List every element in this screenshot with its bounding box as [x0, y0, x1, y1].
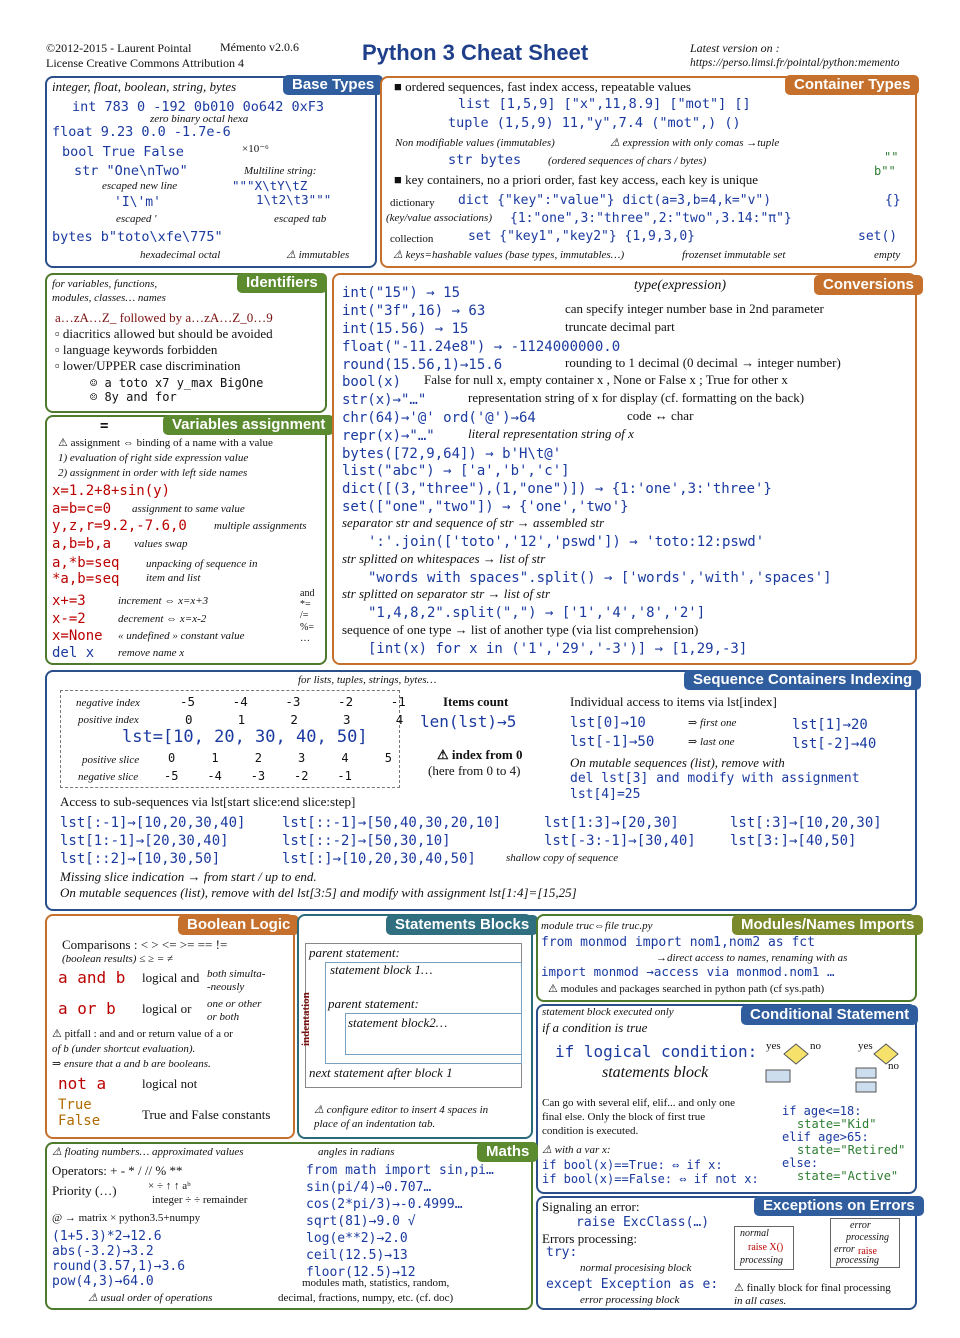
- slice-1: lst[:-1]→[10,20,30,40]: [60, 815, 246, 831]
- base-types-intro: integer, float, boolean, string, bytes: [52, 79, 237, 94]
- module-line-5: ⚠ modules and packages searched in python path (cf sys.path): [548, 983, 825, 995]
- var-code-10: del x: [52, 645, 95, 661]
- or-note-1: one or other: [207, 998, 262, 1010]
- constants-label: True and False constants: [142, 1107, 271, 1122]
- comparison-results: (boolean results) ≤ ≥ = ≠: [62, 953, 173, 965]
- usual-order-note: ⚠ usual order of operations: [88, 1292, 213, 1304]
- several-note-2: final else. Only the block of first true: [542, 1111, 706, 1123]
- identifier-rule-1: a…zA…Z_ followed by a…zA…Z_0…9: [55, 310, 273, 325]
- cond-code-4: state="Retired": [797, 1143, 906, 1157]
- var-line-2: 1) evaluation of right side expression value: [58, 452, 249, 464]
- slice-7: lst[-3:-1]→[30,40]: [544, 833, 696, 849]
- func-2: sin(pi/4)→0.707…: [306, 1180, 432, 1195]
- conv-13: set(["one","two"]) → {'one','two'}: [342, 499, 629, 515]
- items-count-label: Items count: [443, 694, 509, 709]
- triple-quote-2: 1\t2\t3""": [256, 192, 332, 207]
- and-note-2: -neously: [207, 981, 245, 993]
- good-identifiers: ☺ a toto x7 y_max BigOne: [90, 376, 264, 390]
- var-line-1: ⚠ assignment ⇔ binding of a name with a value: [58, 437, 273, 449]
- memento-version: Mémento v2.0.6: [220, 40, 299, 54]
- list-line: list [1,5,9] ["x",11,8.9] ["mot"] []: [458, 96, 751, 112]
- cond-code-3: elif age>65:: [782, 1130, 869, 1144]
- priority-symbols: × ÷ ↑ ↑ aᵇ: [148, 1180, 191, 1192]
- conv-5-note: rounding to 1 decimal (0 decimal → integer number): [565, 355, 841, 370]
- integer-division: integer ÷ ÷ remainder: [152, 1194, 248, 1206]
- conv-15: ':'.join(['toto','12','pswd']) → 'toto:12:pswd': [368, 534, 765, 550]
- conv-8-note: code ↔ char: [627, 408, 694, 423]
- negative-index-label: negative index: [76, 697, 140, 709]
- mutable-note: On mutable sequences (list), remove with: [570, 755, 785, 770]
- yes-label-2: yes: [858, 1040, 873, 1052]
- frozenset-note: frozenset immutable set: [682, 249, 786, 261]
- conv-8: chr(64)→'@' ord('@')→64: [342, 410, 536, 426]
- identifiers-intro-2: modules, classes… names: [52, 292, 166, 304]
- error-block: error processing block: [580, 1294, 680, 1306]
- false-constant: False: [58, 1113, 101, 1129]
- cond-if-note: if a condition is true: [542, 1020, 648, 1035]
- non-modifiable-note: Non modifiable values (immutables): [395, 137, 555, 149]
- var-note-10: remove name x: [118, 647, 185, 659]
- assign-example: lst[4]=25: [570, 787, 641, 802]
- slice-5: lst[1:-1]→[20,30,40]: [60, 833, 229, 849]
- access-4: lst[-2]→40: [792, 736, 877, 752]
- equals-symbol: =: [100, 418, 109, 434]
- not-expr: not a: [58, 1074, 107, 1093]
- latest-url[interactable]: https://perso.limsi.fr/pointal/python:memento: [690, 57, 900, 69]
- flow-block-1: [766, 1070, 790, 1082]
- config-note-1: ⚠ configure editor to insert 4 spaces in: [314, 1104, 489, 1116]
- var-note-6: item and list: [146, 572, 201, 584]
- next-statement: next statement after block 1: [309, 1065, 453, 1080]
- identifier-rule-2: ▫ diacritics allowed but should be avoided: [55, 326, 273, 341]
- identifiers-tag: Identifiers: [237, 273, 327, 293]
- comparisons: Comparisons : < > <= >= == !=: [62, 937, 228, 952]
- func-3: cos(2*pi/3)→-0.4999…: [306, 1197, 463, 1212]
- slice-2: lst[::-1]→[50,40,30,20,10]: [282, 815, 502, 831]
- config-note-2: place of an indentation tab.: [314, 1118, 436, 1130]
- module-line-4: import monmod →access via monmod.nom1 …: [541, 964, 835, 979]
- operators: Operators: + - * / // % **: [52, 1163, 183, 1178]
- slice-6: lst[::-2]→[50,30,10]: [282, 833, 451, 849]
- bytes-notes: hexadecimal octal: [140, 249, 221, 261]
- access-3-note: ⇒ last one: [688, 736, 735, 748]
- diagram-raise-2: raise: [858, 1246, 877, 1257]
- diagram-normal: normal: [740, 1228, 769, 1239]
- cond-block: statements block: [602, 1064, 709, 1081]
- conv-20: sequence of one type → list of another type (via list comprehension): [342, 622, 699, 637]
- multiline-label: Multiline string:: [244, 165, 317, 177]
- var-code-8: x-=2: [52, 611, 86, 627]
- math-1: (1+5.3)*2→12.6: [52, 1229, 162, 1244]
- bool-line: bool True False: [62, 144, 184, 160]
- negative-index-values: -5 -4 -3 -2 -1: [180, 694, 406, 709]
- and-expr: a and b: [58, 968, 126, 987]
- yes-label-1: yes: [766, 1040, 781, 1052]
- module-line-3: →direct access to names, renaming with as: [656, 952, 848, 964]
- lst-definition: lst=[10, 20, 30, 40, 50]: [122, 727, 368, 747]
- slice-3: lst[1:3]→[20,30]: [544, 815, 679, 831]
- priority: Priority (…): [52, 1183, 117, 1198]
- var-bool-true: if bool(x)==True: ⇔ if x:: [542, 1158, 723, 1172]
- conv-18: str splitted on separator str → list of str: [342, 586, 551, 601]
- conv-4: float("-11.24e8") → -1124000000.0: [342, 339, 621, 355]
- escaped-newline: escaped new line: [102, 180, 178, 192]
- modules-list-1: modules math, statistics, random,: [302, 1277, 450, 1289]
- finally-note: ⚠ finally block for final processing: [734, 1282, 891, 1294]
- key-value-note: (key/value associations): [386, 212, 492, 224]
- pitfall-2: of b (under shortcut evaluation).: [52, 1043, 196, 1055]
- several-note-3: condition is executed.: [542, 1125, 639, 1137]
- var-code-9: x=None: [52, 628, 103, 644]
- variables-tag: Variables assignment: [163, 415, 334, 435]
- positive-index-label: positive index: [78, 714, 139, 726]
- cond-exec-note: statement block executed only: [542, 1006, 674, 1018]
- math-4: pow(4,3)→64.0: [52, 1274, 154, 1289]
- several-note-1: Can go with several elif, elif... and only one: [542, 1097, 736, 1109]
- cond-if: if logical condition:: [555, 1042, 758, 1061]
- container-types-tag: Container Types: [785, 75, 919, 95]
- var-note-3: multiple assignments: [214, 520, 307, 532]
- conv-3: int(15.56) → 15: [342, 321, 469, 337]
- identifier-rule-3: ▫ language keywords forbidden: [55, 342, 218, 357]
- dict-line: dict {"key":"value"} dict(a=3,b=4,k="v"): [458, 193, 772, 208]
- individual-access: Individual access to items via lst[index]: [570, 694, 777, 709]
- identifiers-intro-1: for variables, functions,: [52, 278, 158, 290]
- diagram-error: error: [850, 1220, 871, 1231]
- set-line: set {"key1","key2"} {1,9,3,0}: [468, 229, 695, 244]
- var-code-4: a,b=b,a: [52, 536, 112, 552]
- diagram-raise: raise X(): [748, 1242, 784, 1253]
- var-note-5: unpacking of sequence in: [146, 558, 258, 570]
- conv-17: "words with spaces".split() → ['words','with','spaces']: [368, 570, 832, 586]
- signaling-label: Signaling an error:: [542, 1199, 640, 1214]
- processing-label: Errors processing:: [542, 1231, 637, 1246]
- modules-tag: Modules/Names Imports: [732, 915, 923, 935]
- conv-3-note: truncate decimal part: [565, 319, 675, 334]
- exceptions-tag: Exceptions on Errors: [754, 1196, 924, 1216]
- var-line-3: 2) assignment in order with left side names: [58, 467, 248, 479]
- empty-set: set(): [858, 229, 898, 244]
- conv-12: dict([(3,"three"),(1,"one")]) → {1:'one',3:'three'}: [342, 481, 772, 497]
- subsequence-label: Access to sub-sequences via lst[start slice:end slice:step]: [60, 794, 356, 809]
- statement-block-1: statement block 1…: [330, 962, 433, 977]
- expression-comas-note: ⚠ expression with only comas →tuple: [610, 137, 780, 149]
- math-2: abs(-3.2)→3.2: [52, 1244, 154, 1259]
- int-line: int 783 0 -192 0b010 0o642 0xF3: [72, 99, 324, 115]
- collection-label: collection: [390, 233, 434, 245]
- pitfall-3: ⇒ ensure that a and b are booleans.: [52, 1058, 211, 1070]
- conv-6: bool(x): [342, 374, 402, 390]
- pitfall-1: ⚠ pitfall : and and or return value of a or: [52, 1028, 233, 1040]
- escaped-tab-note: escaped tab: [274, 213, 327, 225]
- parent-statement-2: parent statement:: [328, 996, 419, 1011]
- dict-line-2: {1:"one",3:"three",2:"two",3.14:"π"}: [510, 211, 792, 226]
- access-1-note: ⇒ first one: [688, 717, 737, 729]
- mutable-slice-note: On mutable sequences (list), remove with del lst[3:5] and modify with assignment lst[1:4]=[15,25]: [60, 885, 577, 900]
- cond-code-1: if age<=18:: [782, 1104, 862, 1118]
- conv-6-note: False for null x, empty container x , None or False x ; True for other x: [424, 372, 788, 387]
- indexing-intro: for lists, tuples, strings, bytes…: [298, 674, 437, 686]
- var-code-6: *a,b=seq: [52, 571, 120, 587]
- conv-9-note: literal representation string of x: [468, 426, 634, 441]
- var-note-8: decrement ⇔ x=x-2: [118, 613, 207, 625]
- func-7: floor(12.5)→12: [306, 1265, 416, 1280]
- conv-16: str splitted on whitespaces → list of str: [342, 551, 546, 566]
- conv-10: bytes([72,9,64]) → b'H\t@': [342, 446, 562, 462]
- str-bytes-line: str bytes: [448, 152, 522, 168]
- type-expression: type(expression): [634, 278, 726, 293]
- diagram-processing: processing: [740, 1255, 783, 1266]
- ordered-sequences: ■ ordered sequences, fast index access, repeatable values: [394, 79, 691, 94]
- var-bool-false: if bool(x)==False: ⇔ if not x:: [542, 1172, 759, 1186]
- or-label: logical or: [142, 1001, 192, 1016]
- immutables-note: ⚠ immutables: [286, 249, 350, 261]
- conv-5: round(15.56,1)→15.6: [342, 357, 503, 373]
- parent-statement-1: parent statement:: [309, 945, 400, 960]
- cond-code-6: state="Active": [797, 1169, 899, 1183]
- var-code-7: x+=3: [52, 593, 86, 609]
- latest-label: Latest version on :: [690, 41, 780, 55]
- bad-identifiers: ☹ 8y and for: [90, 390, 177, 404]
- license: License Creative Commons Attribution 4: [46, 56, 244, 70]
- matrix-note: @ → matrix × python3.5+numpy: [52, 1212, 201, 1224]
- conv-7: str(x)→"…": [342, 392, 427, 408]
- var-code-1: x=1.2+8+sin(y): [52, 483, 171, 499]
- and-note-1: both simulta-: [207, 968, 266, 980]
- cond-code-2: state="Kid": [797, 1117, 877, 1131]
- index-range-note: (here from 0 to 4): [428, 763, 521, 778]
- copyright: ©2012-2015 - Laurent Pointal: [46, 41, 192, 55]
- diagram-error-2: error: [834, 1244, 855, 1255]
- empty-str: "": [884, 150, 899, 164]
- key-containers-text: key containers, no a priori order, fast key access, each key is unique: [405, 172, 758, 187]
- func-4: sqrt(81)→9.0 √: [306, 1214, 416, 1229]
- conv-21: [int(x) for x in ('1','29','-3')] → [1,29,-3]: [368, 641, 748, 657]
- access-2: lst[1]→20: [792, 717, 868, 733]
- conv-2-note: can specify integer number base in 2nd parameter: [565, 301, 824, 316]
- missing-slice-note: Missing slice indication → from start / up to end.: [60, 869, 317, 884]
- all-cases-note: in all cases.: [734, 1295, 787, 1307]
- with-var-note: ⚠ with a var x:: [542, 1144, 611, 1156]
- slice-8: lst[3:]→[40,50]: [730, 833, 857, 849]
- conv-2: int("3f",16) → 63: [342, 303, 486, 319]
- access-1: lst[0]→10: [570, 715, 646, 731]
- var-note-9: « undefined » constant value: [118, 630, 245, 642]
- slice-10: lst[:]→[10,20,30,40,50]: [282, 851, 476, 867]
- index-from-zero: ⚠ index from 0: [437, 747, 523, 762]
- int-notes: zero binary octal hexa: [150, 113, 249, 125]
- escaped-quote-note: escaped ': [116, 213, 157, 225]
- flow-block-3: [856, 1082, 876, 1092]
- var-note-2: assignment to same value: [132, 503, 245, 515]
- del-example: del lst[3] and modify with assignment: [570, 771, 860, 786]
- conv-9: repr(x)→"…": [342, 428, 435, 444]
- page-title: Python 3 Cheat Sheet: [362, 40, 589, 65]
- and-label: logical and: [142, 970, 200, 985]
- access-3: lst[-1]→50: [570, 734, 655, 750]
- conv-11: list("abc") → ['a','b','c']: [342, 463, 570, 479]
- conv-1: int("15") → 15: [342, 285, 461, 301]
- diagram-error-processing: processing: [846, 1232, 889, 1243]
- len-example: len(lst)→5: [420, 712, 517, 731]
- positive-slice-label: positive slice: [82, 754, 140, 766]
- empty-dict: {}: [885, 193, 901, 208]
- indentation-label: indentation: [300, 992, 312, 1046]
- slice-4: lst[:3]→[10,20,30]: [730, 815, 882, 831]
- modules-list-2: decimal, fractions, numpy, etc. (cf. doc): [278, 1292, 454, 1304]
- var-code-2: a=b=c=0: [52, 501, 112, 517]
- true-constant: True: [58, 1097, 92, 1113]
- var-ops: and *= /= %= …: [300, 588, 315, 644]
- or-expr: a or b: [58, 999, 116, 1018]
- maths-tag: Maths: [477, 1142, 538, 1162]
- func-5: log(e**2)→2.0: [306, 1231, 408, 1246]
- key-containers: ■ key containers, no a priori order, fast key access, each key is unique: [394, 172, 758, 187]
- try-keyword: try:: [546, 1245, 578, 1260]
- float-line: float 9.23 0.0 -1.7e-6: [52, 124, 231, 140]
- positive-slice-values: 0 1 2 3 4 5: [168, 751, 392, 765]
- func-1: from math import sin,pi…: [306, 1163, 494, 1178]
- var-code-3: y,z,r=9.2,-7.6,0: [52, 518, 187, 534]
- var-note-4: values swap: [134, 538, 188, 550]
- tuple-line: tuple (1,5,9) 11,"y",7.4 ("mot",) (): [448, 115, 741, 131]
- dictionary-label: dictionary: [390, 197, 435, 209]
- negative-slice-label: negative slice: [78, 771, 139, 783]
- negative-slice-values: -5 -4 -3 -2 -1: [164, 769, 352, 783]
- no-label-1: no: [810, 1040, 821, 1052]
- bytes-line: bytes b"toto\xfe\775": [52, 229, 223, 245]
- ordered-sequences-text: ordered sequences, fast index access, repeatable values: [405, 79, 691, 94]
- flow-decision-1: [784, 1044, 808, 1064]
- positive-index-values: 0 1 2 3 4: [185, 712, 404, 727]
- raise-example: raise ExcClass(…): [576, 1215, 710, 1230]
- slice-10-note: shallow copy of sequence: [506, 852, 619, 864]
- conditional-tag: Conditional Statement: [741, 1005, 918, 1025]
- statement-block-2: statement block2…: [348, 1015, 448, 1030]
- var-note-7: increment ⇔ x=x+3: [118, 595, 209, 607]
- module-line-1: module truc⇔file truc.py: [541, 920, 653, 932]
- str-line: str "One\nTwo": [74, 163, 188, 179]
- float-note: ×10⁻⁶: [242, 143, 269, 155]
- indexing-tag: Sequence Containers Indexing: [684, 670, 921, 690]
- statements-tag: Statements Blocks: [386, 915, 538, 935]
- cond-code-5: else:: [782, 1156, 819, 1170]
- except-line: except Exception as e:: [546, 1277, 719, 1292]
- base-types-tag: Base Types: [283, 75, 383, 95]
- empty-bytes: b"": [874, 164, 896, 178]
- or-note-2: or both: [207, 1011, 240, 1023]
- empty-label: empty: [874, 249, 901, 261]
- no-label-2: no: [888, 1060, 899, 1072]
- conv-7-note: representation string of x for display (cf. formatting on the back): [468, 390, 805, 405]
- normal-block: normal procesising block: [580, 1262, 692, 1274]
- identifier-rule-4: ▫ lower/UPPER case discrimination: [55, 358, 241, 373]
- module-line-2: from monmod import nom1,nom2 as fct: [541, 935, 815, 950]
- angles-note: angles in radians: [318, 1146, 395, 1158]
- flow-block-2: [856, 1068, 876, 1078]
- escaped-quote: 'I\'m': [114, 195, 161, 210]
- keys-hashable-note: ⚠ keys=hashable values (base types, immutables…): [393, 249, 625, 261]
- conv-19: "1,4,8,2".split(",") → ['1','4','8','2']: [368, 605, 706, 621]
- slice-9: lst[::2]→[10,30,50]: [60, 851, 221, 867]
- str-bytes-note: (ordered sequences of chars / bytes): [548, 155, 707, 167]
- floating-note: ⚠ floating numbers… approximated values: [52, 1146, 244, 1158]
- func-6: ceil(12.5)→13: [306, 1248, 408, 1263]
- conv-14: separator str and sequence of str → assembled str: [342, 515, 605, 530]
- var-code-5: a,*b=seq: [52, 555, 120, 571]
- boolean-tag: Boolean Logic: [178, 915, 299, 935]
- conversions-tag: Conversions: [814, 275, 923, 295]
- math-3: round(3.57,1)→3.6: [52, 1259, 186, 1274]
- diagram-processing-2: processing: [836, 1255, 879, 1266]
- triple-quote-1: """X\tY\tZ: [232, 178, 308, 193]
- not-label: logical not: [142, 1076, 198, 1091]
